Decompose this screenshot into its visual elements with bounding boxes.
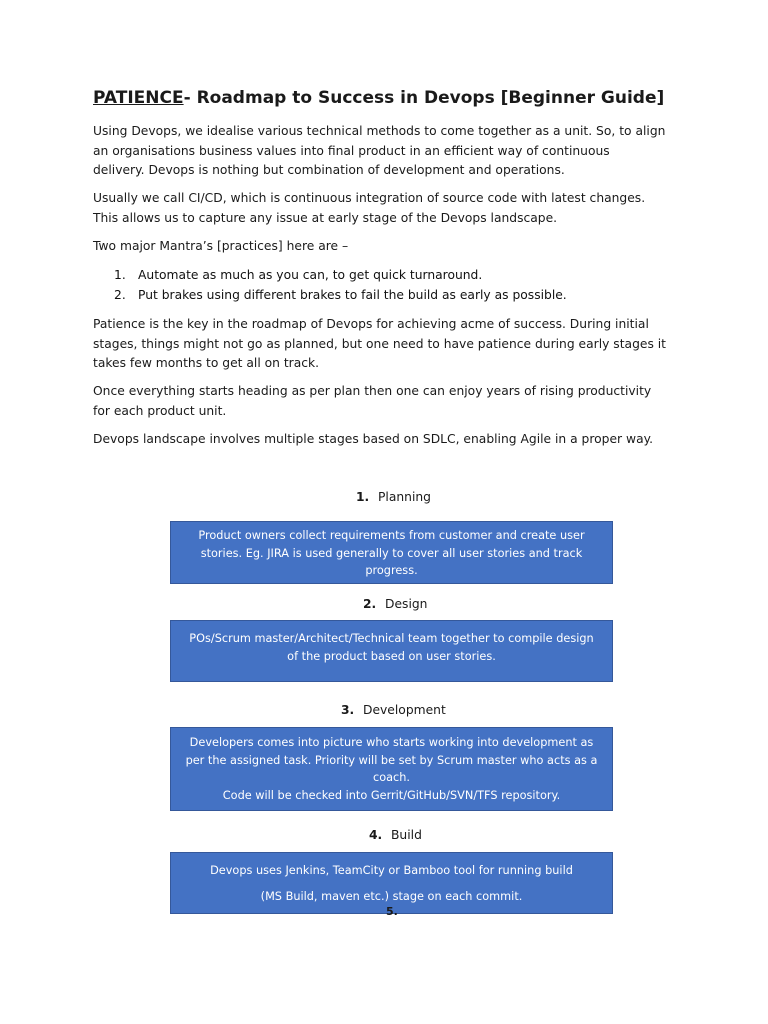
stage-box-design bbox=[170, 620, 613, 682]
paragraph-line: Usually we call CI/CD, which is continuous integration of source code with latest changes. bbox=[93, 191, 646, 205]
stage-box-line: (MS Build, maven etc.) stage on each commit. bbox=[260, 890, 523, 903]
stage-box-line: stories. Eg. JIRA is used generally to cover all user stories and track bbox=[200, 546, 583, 560]
stage-number: 2. bbox=[363, 597, 377, 611]
stage-box-line: Code will be checked into Gerrit/GitHub/SVN/TFS repository. bbox=[222, 788, 561, 802]
paragraph-line: delivery. Devops is nothing but combination of development and operations. bbox=[93, 163, 565, 177]
stage-box-development bbox=[170, 727, 613, 811]
paragraph-line: for each product unit. bbox=[93, 403, 227, 418]
paragraph-line: Patience is the key in the roadmap of Devops for achieving acme of success. During initial bbox=[93, 317, 649, 331]
list-item bbox=[114, 266, 567, 286]
stage-box-line: Devops uses Jenkins, TeamCity or Bamboo tool for running build bbox=[210, 864, 573, 877]
list-text: Put brakes using different brakes to fail the build as early as possible. bbox=[138, 287, 567, 302]
list-item bbox=[114, 286, 567, 306]
stage-number: 1. bbox=[356, 490, 370, 504]
productivity-paragraph bbox=[93, 382, 693, 421]
paragraph-line: Using Devops, we idealise various technical methods to come together as a unit. So, to align bbox=[93, 124, 666, 138]
stage-label: Design bbox=[385, 597, 428, 611]
title-rest: - Roadmap to Success in Devops [Beginner Guide] bbox=[183, 88, 665, 108]
stage-box-line: Developers comes into picture who starts working into development as bbox=[189, 736, 594, 749]
mantra-list bbox=[114, 266, 567, 305]
stage-box-line: progress. bbox=[365, 564, 418, 577]
intro-paragraph bbox=[93, 122, 693, 181]
stage-heading-development bbox=[341, 703, 446, 717]
stage-box-line: coach. bbox=[372, 771, 410, 784]
stage-heading-design bbox=[363, 597, 427, 611]
stage-number: 3. bbox=[341, 703, 355, 717]
patience-paragraph bbox=[93, 315, 693, 374]
list-number: 2. bbox=[114, 287, 126, 302]
list-text: Automate as much as you can, to get quick turnaround. bbox=[138, 268, 483, 282]
landscape-paragraph bbox=[93, 430, 693, 450]
stage-label: Planning bbox=[378, 490, 431, 504]
stage-heading-build bbox=[369, 828, 422, 842]
stage-box-line: per the assigned task. Priority will be set by Scrum master who acts as a bbox=[185, 753, 598, 767]
stage-box-line: POs/Scrum master/Architect/Technical team together to compile design bbox=[189, 632, 594, 645]
title-keyword: PATIENCE bbox=[93, 88, 184, 108]
stage-box-line: of the product based on user stories. bbox=[287, 649, 496, 663]
paragraph-line: Two major Mantra’s [practices] here are – bbox=[93, 239, 349, 253]
stage-label: Development bbox=[363, 703, 446, 717]
paragraph-line: Devops landscape involves multiple stages based on SDLC, enabling Agile in a proper way. bbox=[93, 432, 654, 446]
stage-five-number: 5. bbox=[386, 905, 398, 918]
stage-number: 4. bbox=[369, 828, 383, 842]
cicd-paragraph bbox=[93, 189, 693, 228]
list-number: 1. bbox=[114, 268, 126, 282]
paragraph-line: takes few months to get all on track. bbox=[93, 356, 320, 370]
stage-heading-planning bbox=[356, 490, 431, 504]
paragraph-line: This allows us to capture any issue at early stage of the Devops landscape. bbox=[93, 210, 558, 225]
stage-box-planning bbox=[170, 521, 613, 584]
page-title bbox=[93, 88, 664, 108]
paragraph-line: Once everything starts heading as per plan then one can enjoy years of rising productivity bbox=[93, 384, 652, 398]
paragraph-line: stages, things might not go as planned, but one need to have patience during early stages it bbox=[93, 336, 666, 351]
paragraph-line: an organisations business values into final product in an efficient way of continuous bbox=[93, 143, 610, 158]
stage-label: Build bbox=[391, 828, 422, 842]
mantra-intro bbox=[93, 237, 693, 257]
stage-box-line: Product owners collect requirements from customer and create user bbox=[198, 529, 585, 542]
